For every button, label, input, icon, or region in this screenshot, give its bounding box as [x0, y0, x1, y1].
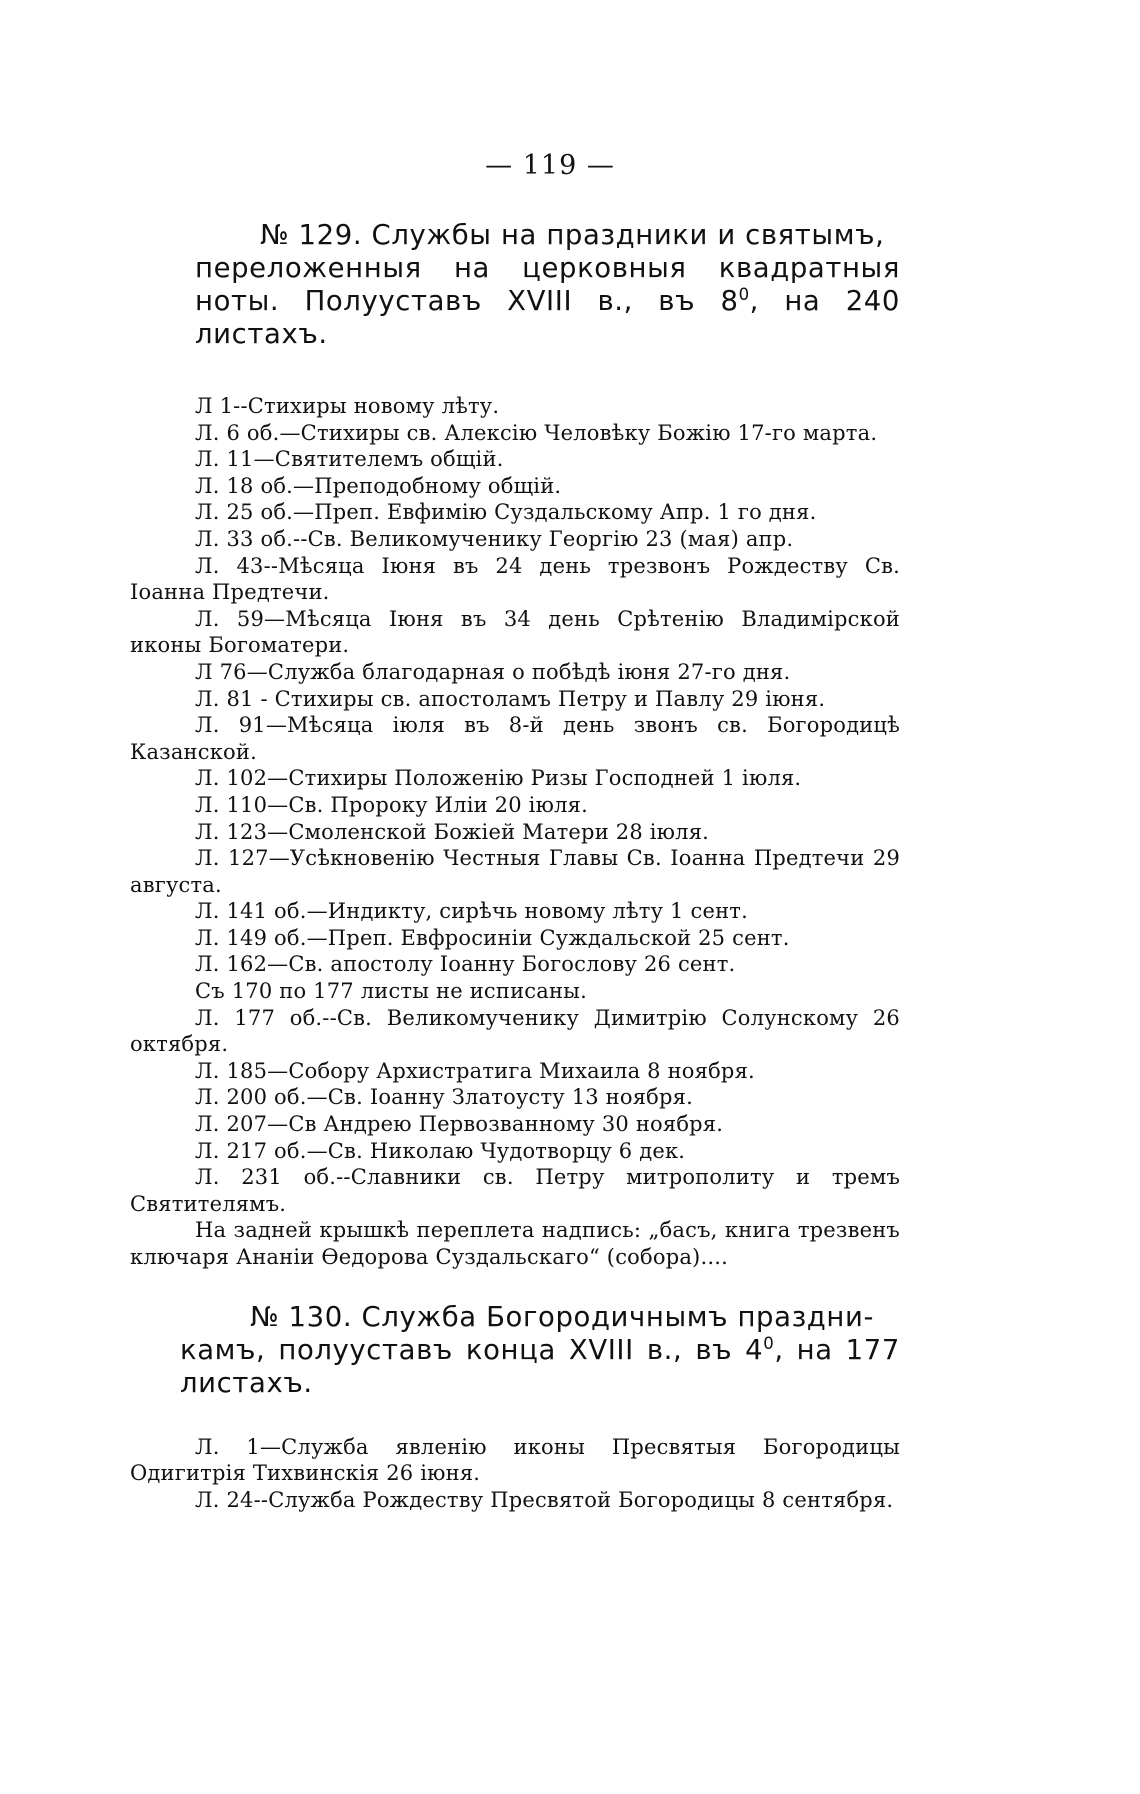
catalog-entry-130	[130, 1301, 900, 1514]
folio-entry: Л. 81 - Стихиры св. апостоламъ Петру и Павлу 29 іюня.	[195, 686, 826, 711]
folio-entry: Л. 43--Мѣсяца Іюня въ 24 день трезвонъ Рождеству Св. Іоанна Предтечи.	[130, 553, 900, 605]
folio-entry: Л. 162—Св. апостолу Іоанну Богослову 26 сент.	[195, 952, 736, 977]
heading-line-2: камъ, полууставъ конца XVIII в., въ 4	[180, 1333, 764, 1366]
heading-line-1: № 130. Служба Богородичнымъ праздни-	[250, 1300, 874, 1333]
folio-entry: Съ 170 по 177 листы не исписаны.	[195, 979, 587, 1004]
catalog-entry-129	[130, 219, 900, 1271]
folio-entry: Л. 231 об.--Славники св. Петру митрополиту и тремъ Святителямъ.	[130, 1165, 900, 1216]
heading-tail: , на 240 листахъ.	[195, 285, 900, 350]
folio-list	[130, 1434, 900, 1514]
heading-tail: , на 177 листахъ.	[180, 1333, 900, 1399]
folio-entry: Л. 141 об.—Индикту, сирѣчь новому лѣту 1 сент.	[195, 899, 748, 924]
folio-entry: Л 76—Служба благодарная о побѣдѣ іюня 27-го дня.	[195, 659, 791, 684]
heading-line-1: № 129. Службы на праздники и святымъ,	[260, 219, 885, 251]
folio-entry: Л. 217 об.—Св. Николаю Чудотворцу 6 дек.	[195, 1138, 686, 1163]
folio-entry: Л. 1—Служба явленію иконы Пресвятыя Богородицы Одигитрія Тихвинскія 26 іюня.	[130, 1434, 900, 1486]
folio-entry: Л 1--Стихиры новому лѣту.	[195, 394, 500, 418]
folio-entry: Л. 207—Св Андрею Первозванному 30 ноября.	[195, 1112, 724, 1137]
section-heading	[195, 219, 900, 351]
folio-entry: Л. 102—Стихиры Положенію Ризы Господней 1 іюля.	[195, 766, 802, 791]
folio-entry: Л. 59—Мѣсяца Іюня въ 34 день Срѣтенію Владимірской иконы Богоматери.	[130, 606, 900, 658]
section-heading	[180, 1301, 900, 1400]
binding-inscription: На задней крышкѣ переплета надпись: „басъ, книга трезвенъ ключаря Ананіи Ѳедорова Суздальскаго“ (собора)....	[130, 1218, 900, 1269]
folio-entry: Л. 177 об.--Св. Великомученику Димитрію Солунскому 26 октября.	[130, 1005, 900, 1057]
folio-entry: Л. 200 об.—Св. Іоанну Златоусту 13 ноября.	[195, 1085, 693, 1110]
folio-entry: Л. 185—Собору Архистратига Михаила 8 ноября.	[195, 1058, 755, 1083]
heading-line-2: переложенныя на церковныя квадратныя ноты. Полууставъ XVIII в., въ 8	[195, 252, 900, 317]
folio-entry: Л. 6 об.—Стихиры св. Алексію Человѣку Божію 17-го марта.	[195, 420, 878, 445]
folio-entry: Л. 18 об.—Преподобному общій.	[195, 473, 562, 498]
folio-entry: Л. 91—Мѣсяца іюля въ 8-й день звонъ св. Богородицѣ Казанской.	[130, 713, 900, 764]
heading-superscript: 0	[763, 1333, 775, 1353]
folio-entry: Л. 110—Св. Пророку Иліи 20 іюля.	[195, 792, 588, 817]
folio-entry: Л. 25 об.—Преп. Евфимію Суздальскому Апр. 1 го дня.	[195, 500, 817, 525]
folio-entry: Л. 123—Смоленской Божіей Матери 28 іюля.	[195, 819, 710, 844]
folio-entry: Л. 24--Служба Рождеству Пресвятой Богородицы 8 сентября.	[195, 1487, 894, 1512]
folio-entry: Л. 11—Святителемъ общій.	[195, 447, 504, 472]
folio-list	[130, 393, 900, 1271]
document-page	[130, 150, 900, 1513]
folio-entry: Л. 127—Усѣкновенію Честныя Главы Св. Іоанна Предтечи 29 августа.	[130, 846, 900, 897]
page-number: — 119 —	[485, 150, 615, 181]
folio-entry: Л. 149 об.—Преп. Евфросиніи Суждальской 25 сент.	[195, 925, 790, 950]
heading-superscript: 0	[738, 284, 750, 304]
folio-entry: Л. 33 об.--Св. Великомученику Георгію 23 (мая) апр.	[195, 526, 794, 551]
